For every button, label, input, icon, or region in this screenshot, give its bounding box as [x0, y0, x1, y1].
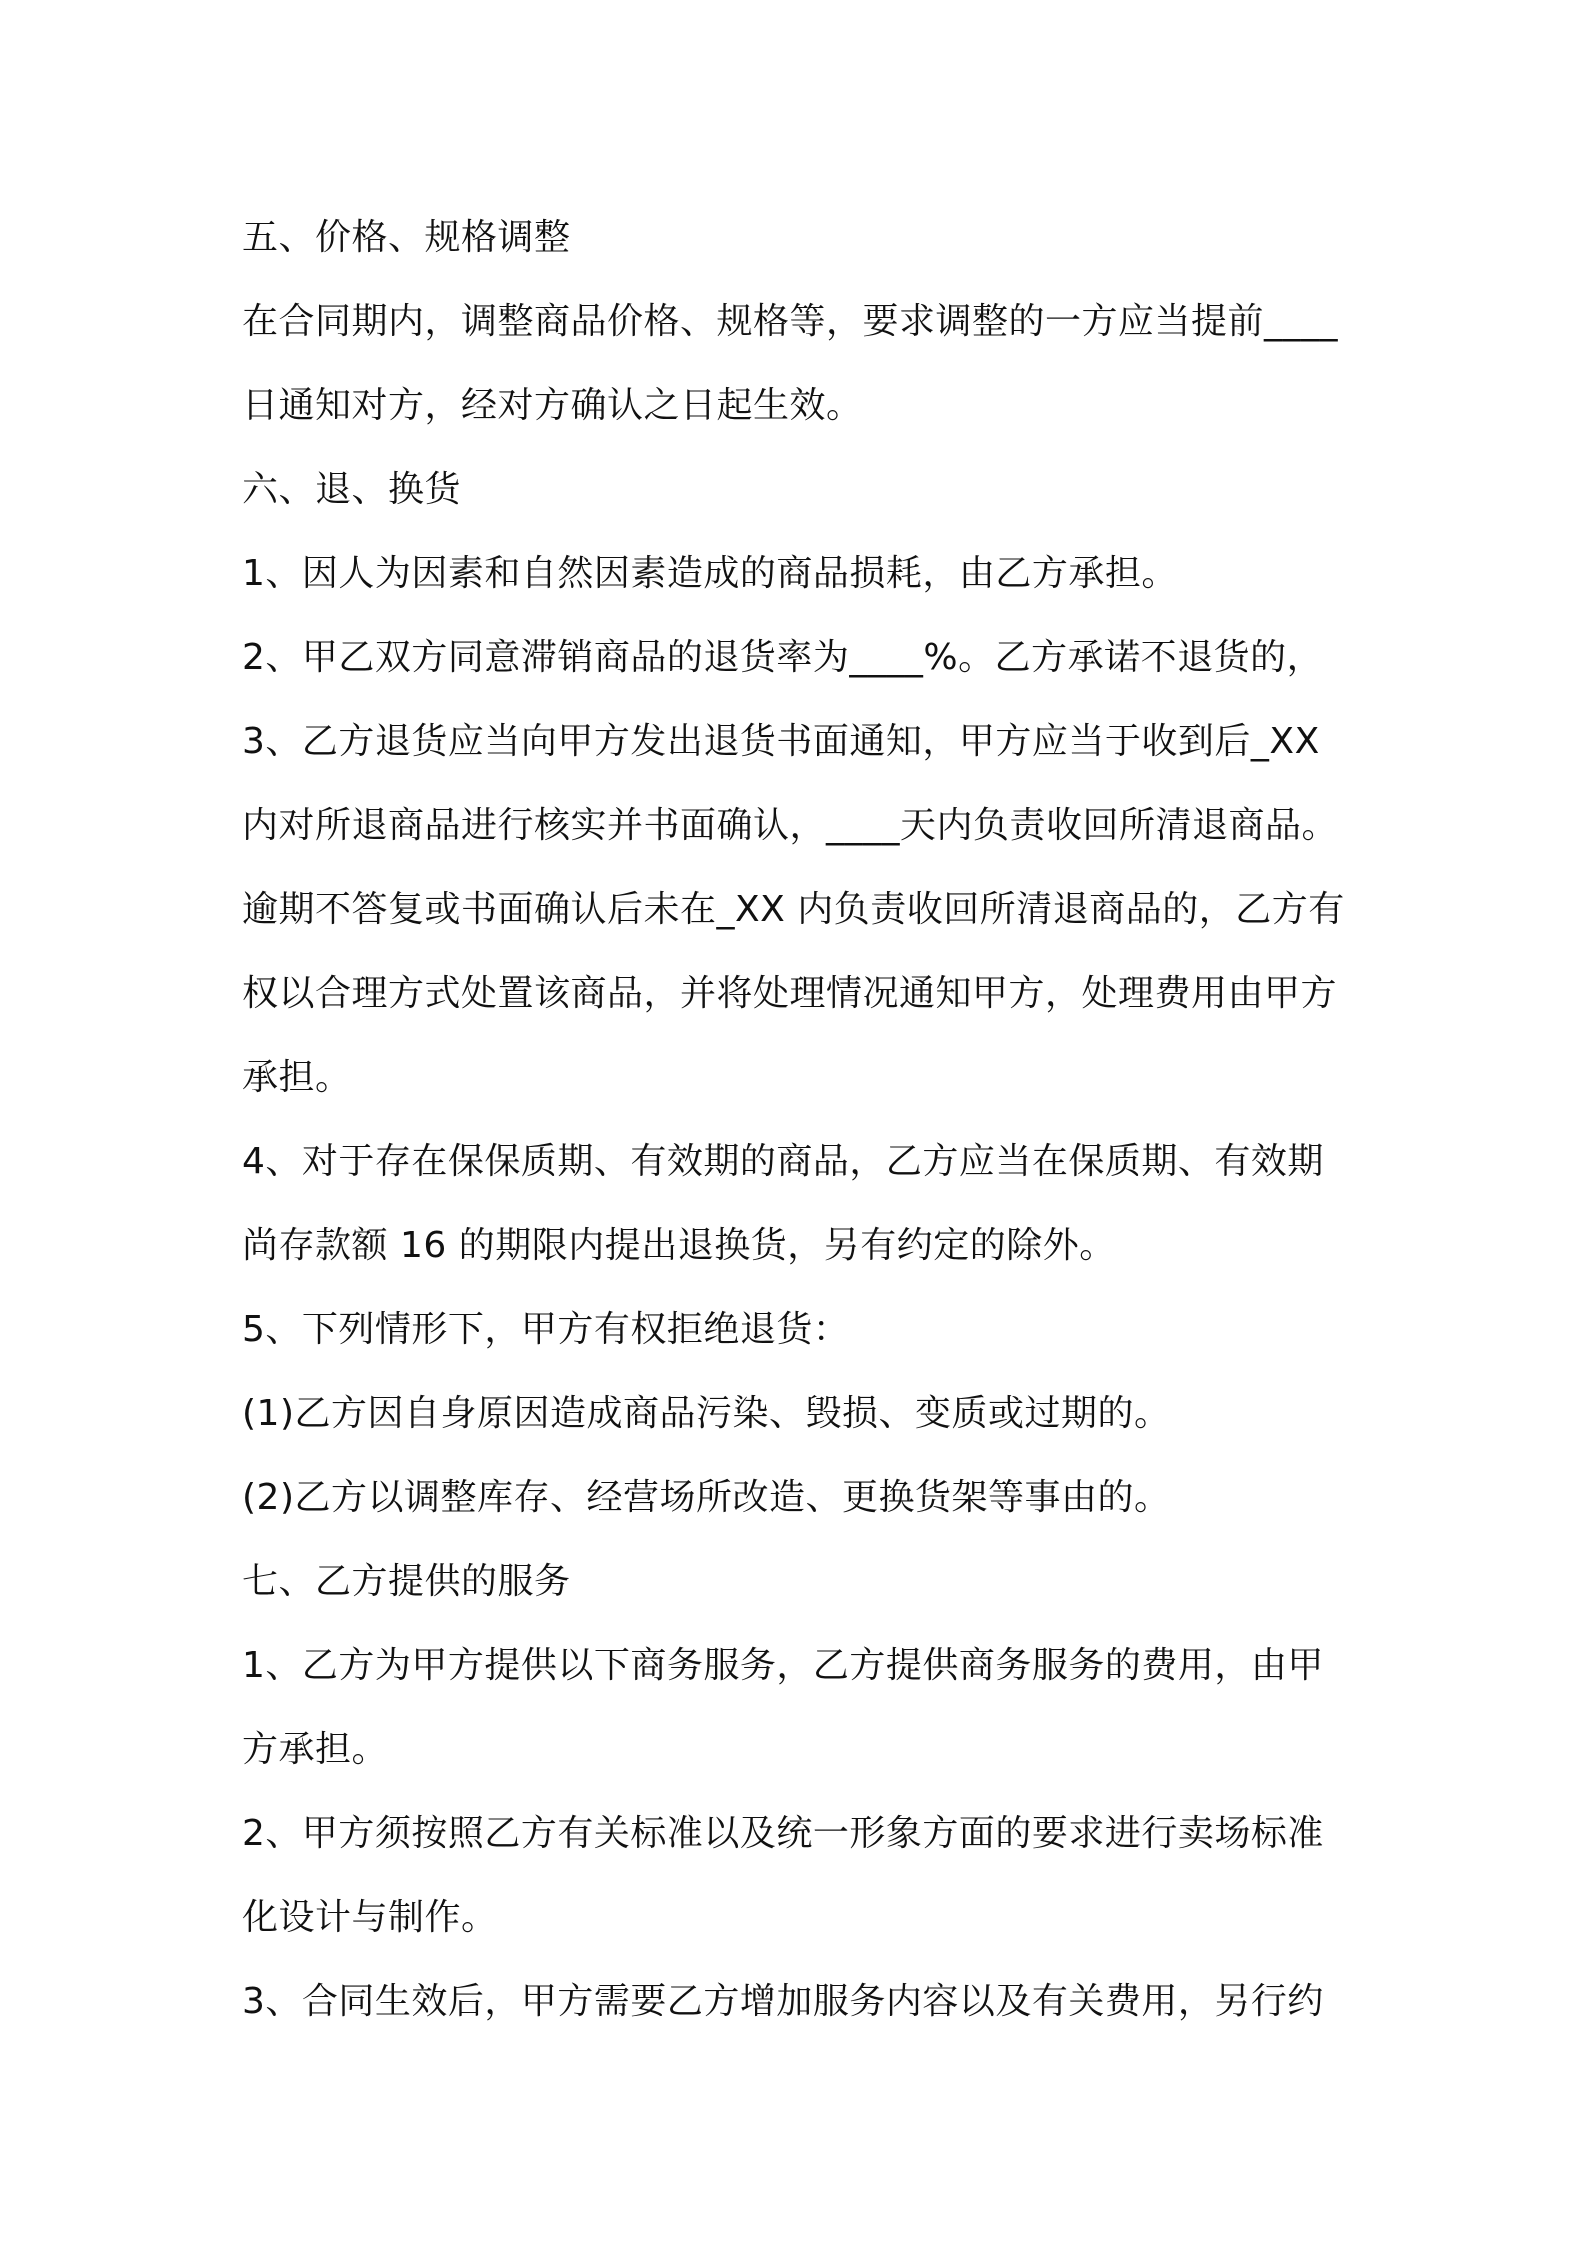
sub-clause-line: (1)乙方因自身原因造成商品污染、毁损、变质或过期的。 [242, 1393, 1171, 1434]
clause-line: 3、乙方退货应当向甲方发出退货书面通知，甲方应当于收到后_XX [242, 721, 1320, 762]
clause-line: 1、乙方为甲方提供以下商务服务，乙方提供商务服务的费用，由甲 [242, 1645, 1324, 1686]
clause-line: 4、对于存在保保质期、有效期的商品，乙方应当在保质期、有效期 [242, 1141, 1324, 1182]
clause-line: 2、甲乙双方同意滞销商品的退货率为____%。乙方承诺不退货的， [242, 637, 1324, 678]
clause-line: 尚存款额 16 的期限内提出退换货，另有约定的除外。 [242, 1225, 1116, 1266]
clause-line: 方承担。 [242, 1729, 389, 1770]
paragraph-line: 在合同期内，调整商品价格、规格等，要求调整的一方应当提前____ [242, 301, 1339, 342]
clause-line: 化设计与制作。 [242, 1897, 498, 1938]
clause-line: 权以合理方式处置该商品，并将处理情况通知甲方，处理费用由甲方 [242, 973, 1338, 1014]
clause-line: 逾期不答复或书面确认后未在_XX 内负责收回所清退商品的，乙方有 [242, 889, 1345, 930]
section-heading-returns-exchanges: 六、退、换货 [242, 469, 462, 510]
section-heading-price-spec-adjustment: 五、价格、规格调整 [242, 217, 571, 258]
section-heading-services: 七、乙方提供的服务 [242, 1561, 571, 1602]
document-body [242, 196, 1362, 2044]
clause-line: 1、因人为因素和自然因素造成的商品损耗，由乙方承担。 [242, 553, 1178, 594]
sub-clause-line: (2)乙方以调整库存、经营场所改造、更换货架等事由的。 [242, 1477, 1171, 1518]
clause-line: 承担。 [242, 1057, 352, 1098]
paragraph-line: 日通知对方，经对方确认之日起生效。 [242, 385, 863, 426]
clause-line: 2、甲方须按照乙方有关标准以及统一形象方面的要求进行卖场标准 [242, 1813, 1324, 1854]
clause-line: 5、下列情形下，甲方有权拒绝退货： [242, 1309, 850, 1350]
clause-line: 内对所退商品进行核实并书面确认，____天内负责收回所清退商品。 [242, 805, 1339, 846]
clause-line: 3、合同生效后，甲方需要乙方增加服务内容以及有关费用，另行约 [242, 1981, 1324, 2022]
